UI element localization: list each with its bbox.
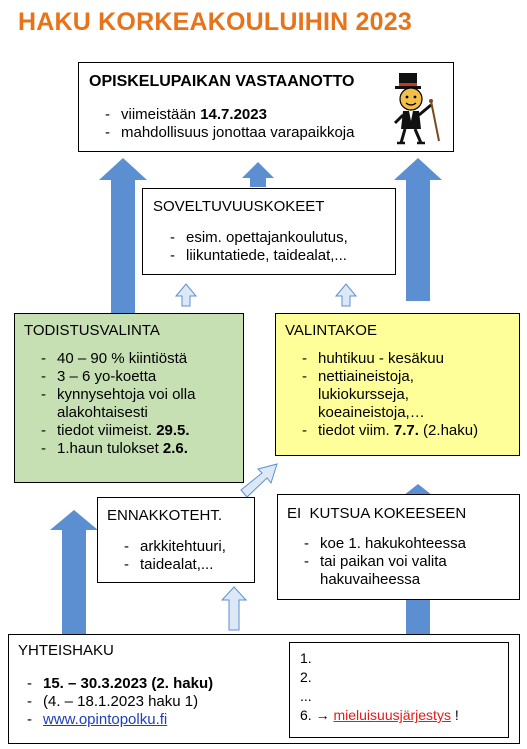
arrow-valintakoe-to-soveltuvuus xyxy=(336,284,356,306)
valintakoe-timing: - huhtikuu - kesäkuu xyxy=(302,350,517,368)
ennakko-list xyxy=(124,538,226,574)
arrow-valintakoe-to-vastaanotto xyxy=(394,158,442,301)
arrow-todistus-to-soveltuvuus xyxy=(176,284,196,306)
ranking-line-4: 6. → mieluisuusjärjestys ! xyxy=(300,707,459,723)
todistus-box xyxy=(14,313,244,483)
vastaanotto-deadline: - viimeistään 14.7.2023 xyxy=(105,106,354,124)
ranking-line-1: 1. xyxy=(300,650,312,666)
soveltuvuus-box xyxy=(142,188,396,275)
arrow-ennakko-to-valintakoe xyxy=(241,464,277,497)
valintakoe-info-deadline: - tiedot viim. 7.7. (2.haku) xyxy=(302,422,517,440)
vastaanotto-list xyxy=(105,106,354,142)
vastaanotto-heading: OPISKELUPAIKAN VASTAANOTTO xyxy=(89,73,355,90)
valintakoe-list xyxy=(302,350,517,440)
eikutsua-item-1: - koe 1. hakukohteessa xyxy=(304,535,514,553)
valintakoe-materials: - nettiaineistoja, lukiokursseja, koeaineistoja,… xyxy=(302,368,468,422)
todistus-heading: TODISTUSVALINTA xyxy=(24,322,160,339)
eikutsua-list xyxy=(304,535,514,589)
soveltuvuus-item-1: - esim. opettajankoulutus, xyxy=(170,229,348,247)
mieluisuusjarjestys-link[interactable]: mieluisuusjärjestys xyxy=(333,707,451,723)
yhteishaku-dates-1: - (4. – 18.1.2023 haku 1) xyxy=(27,693,213,711)
soveltuvuus-heading: SOVELTUVUUSKOKEET xyxy=(153,198,325,215)
vastaanotto-box xyxy=(78,62,454,152)
arrow-yhteishaku-to-todistus xyxy=(50,510,98,635)
todistus-quota: - 40 – 90 % kiintiöstä xyxy=(41,350,241,368)
opintopolku-link[interactable]: www.opintopolku.fi xyxy=(43,711,168,728)
right-arrow-icon: → xyxy=(315,707,330,723)
soveltuvuus-item-2: - liikuntatiede, taidealat,... xyxy=(170,247,348,265)
ranking-line-3: ... xyxy=(300,688,312,704)
eikutsua-box xyxy=(277,494,520,600)
eikutsua-item-2: - tai paikan voi valita hakuvaiheessa xyxy=(304,553,490,589)
vastaanotto-waitlist: - mahdollisuus jonottaa varapaikkoja xyxy=(105,124,354,142)
arrow-soveltuvuus-to-vastaanotto xyxy=(242,162,274,187)
todistus-thresholds: - kynnysehtoja voi olla alakohtaisesti xyxy=(41,386,227,422)
page-title: HAKU KORKEAKOULUIHIN 2023 xyxy=(18,8,412,36)
ennakko-box xyxy=(97,497,255,583)
yhteishaku-link-item xyxy=(27,711,213,729)
todistus-results: - 1.haun tulokset 2.6. xyxy=(41,440,241,458)
soveltuvuus-list xyxy=(170,229,348,265)
arrow-todistus-to-vastaanotto xyxy=(99,158,147,313)
arrow-yhteishaku-to-ennakko xyxy=(222,587,246,630)
yhteishaku-dates-2: - 15. – 30.3.2023 (2. haku) xyxy=(27,675,213,693)
yhteishaku-box xyxy=(8,634,520,744)
todistus-list xyxy=(41,350,241,458)
ranking-line-2: 2. xyxy=(300,669,312,685)
ranking-box xyxy=(289,642,509,738)
ennakko-heading: ENNAKKOTEHT. xyxy=(107,507,223,524)
ennakko-item-2: - taidealat,... xyxy=(124,556,226,574)
valintakoe-box xyxy=(275,313,520,456)
yhteishaku-heading: YHTEISHAKU xyxy=(18,642,114,659)
todistus-info-deadline: - tiedot viimeist. 29.5. xyxy=(41,422,241,440)
graduate-figure-icon xyxy=(385,71,447,147)
yhteishaku-list xyxy=(27,675,213,729)
ennakko-item-1: - arkkitehtuuri, xyxy=(124,538,226,556)
valintakoe-heading: VALINTAKOE xyxy=(285,322,377,339)
eikutsua-heading: EI KUTSUA KOKEESEEN xyxy=(287,505,467,522)
todistus-yo-exams: - 3 – 6 yo-koetta xyxy=(41,368,241,386)
